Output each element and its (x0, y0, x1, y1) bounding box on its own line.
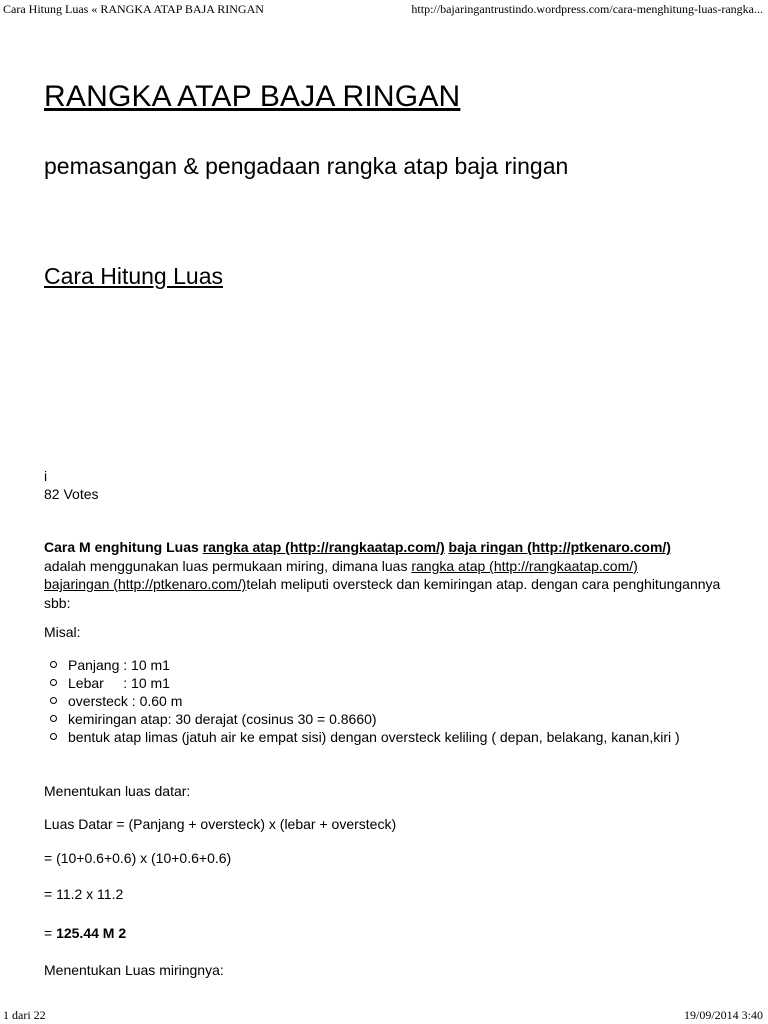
print-timestamp: 19/09/2014 3:40 (683, 1008, 763, 1022)
list-item-text: oversteck : 0.60 m (68, 693, 183, 709)
print-footer (0, 1006, 768, 1024)
formula-result (44, 925, 126, 941)
site-description: pemasangan & pengadaan rangka atap baja ringan (44, 153, 569, 179)
luas-miring-heading: Menentukan Luas miringnya: (44, 962, 224, 978)
intro-bold-start: Cara M enghitung Luas (44, 539, 199, 555)
result-prefix: = (44, 925, 57, 941)
intro-text-2: telah meliputi oversteck dan kemiringan atap. dengan cara penghitungannya sbb: (44, 576, 721, 611)
print-header-url: http://bajaringantrustindo.wordpress.com/cara-menghitung-luas-rangka... (411, 2, 763, 16)
post-title-link[interactable]: Cara Hitung Luas (44, 263, 223, 289)
print-header (0, 0, 768, 20)
circle-bullet-icon (50, 715, 57, 722)
list-item-text: kemiringan atap: 30 derajat (cosinus 30 = 0.8660) (68, 711, 377, 727)
list-item (44, 656, 734, 674)
misal-label: Misal: (44, 624, 81, 640)
circle-bullet-icon (50, 697, 57, 704)
circle-bullet-icon (50, 733, 57, 740)
list-item-text: bentuk atap limas (jatuh air ke empat sisi) dengan oversteck keliling ( depan, belakang, kanan,kiri ) (68, 729, 680, 745)
rating-votes: 82 Votes (44, 486, 99, 502)
print-header-title: Cara Hitung Luas « RANGKA ATAP BAJA RINGAN (3, 2, 264, 16)
rating-icon[interactable]: i (44, 468, 48, 484)
luas-datar-heading: Menentukan luas datar: (44, 783, 191, 799)
intro-text-1: adalah menggunakan luas permukaan miring, dimana luas (44, 557, 408, 574)
formula-luas-datar: Luas Datar = (Panjang + oversteck) x (lebar + oversteck) (44, 816, 397, 832)
circle-bullet-icon (50, 679, 57, 686)
link-bajaringan[interactable]: bajaringan (http://ptkenaro.com/) (44, 576, 247, 592)
list-item (44, 692, 734, 710)
formula-substitution: = (10+0.6+0.6) x (10+0.6+0.6) (44, 850, 232, 866)
list-item (44, 728, 734, 746)
page-number: 1 dari 22 (3, 1008, 46, 1022)
link-baja-ringan[interactable]: baja ringan (http://ptkenaro.com/) (448, 539, 671, 555)
site-title-link[interactable]: RANGKA ATAP BAJA RINGAN (44, 80, 461, 113)
link-rangka-atap[interactable]: rangka atap (http://rangkaatap.com/) (202, 539, 445, 555)
list-item-text: Lebar : 10 m1 (68, 675, 170, 691)
link-rangka-atap-2[interactable]: rangka atap (http://rangkaatap.com/) (411, 557, 638, 574)
list-item (44, 674, 734, 692)
list-item-text: Panjang : 10 m1 (68, 657, 170, 673)
list-item (44, 710, 734, 728)
spec-list (44, 656, 734, 746)
formula-product: = 11.2 x 11.2 (44, 886, 124, 902)
intro-paragraph (44, 538, 734, 612)
result-value: 125.44 M 2 (56, 925, 127, 941)
circle-bullet-icon (50, 661, 57, 668)
